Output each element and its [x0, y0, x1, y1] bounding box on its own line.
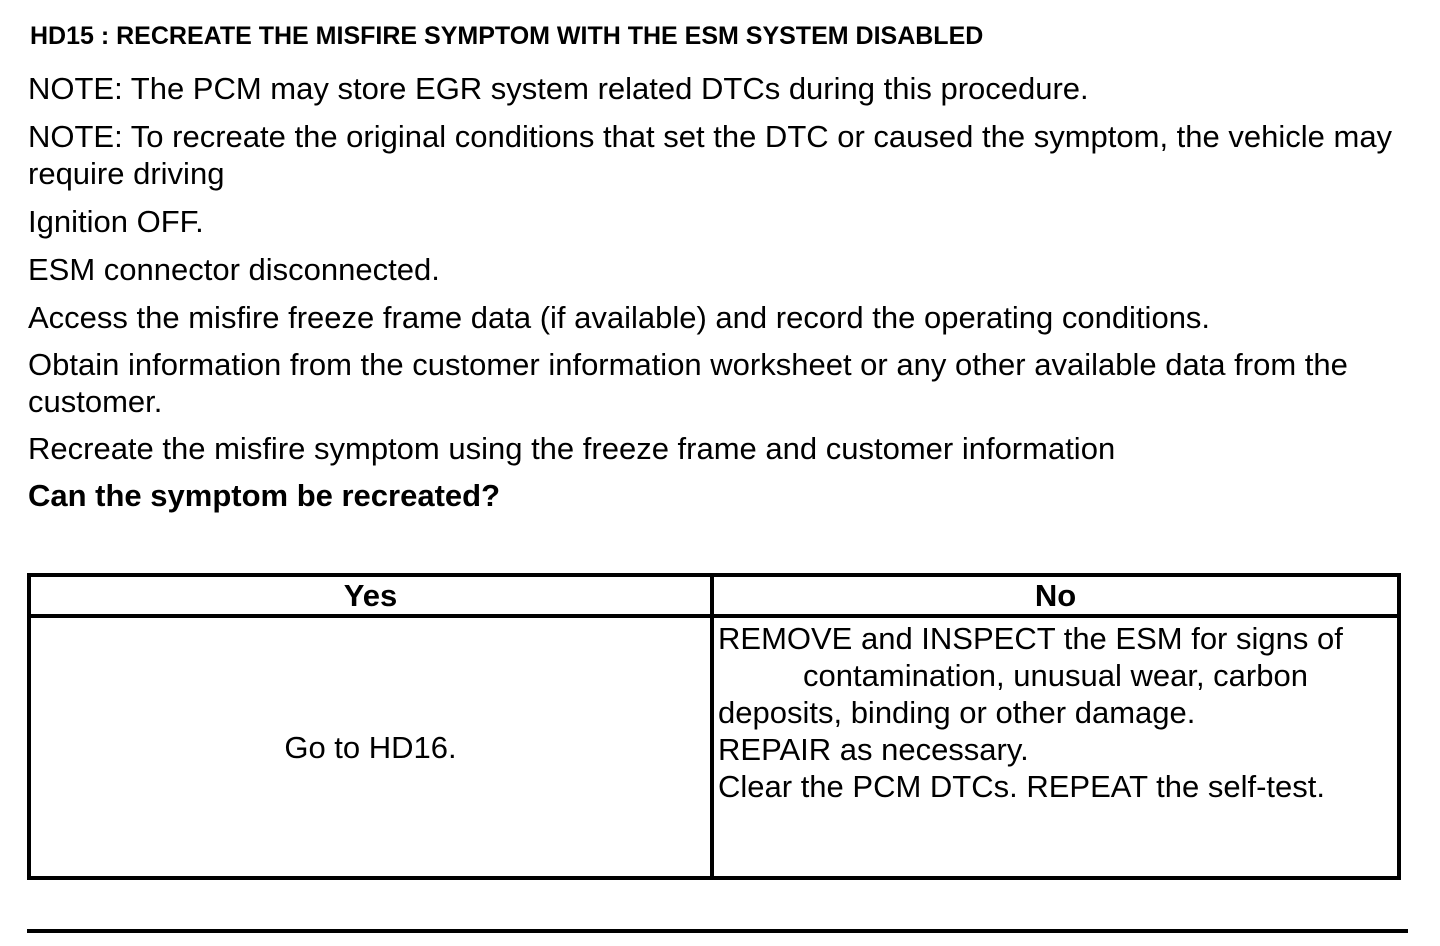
instruction-ignition-off: Ignition OFF. [28, 204, 204, 239]
no-column-header: No [712, 575, 1399, 616]
decision-action-row [29, 616, 1399, 878]
yes-column-header: Yes [29, 575, 712, 616]
no-action-line-repair: REPAIR as necessary. [718, 732, 1029, 767]
step-heading: HD15 : RECREATE THE MISFIRE SYMPTOM WITH THE ESM SYSTEM DISABLED [30, 22, 984, 50]
instruction-esm-disconnected: ESM connector disconnected. [28, 252, 440, 287]
decision-table [27, 573, 1401, 880]
note-egr-dtcs: NOTE: The PCM may store EGR system related DTCs during this procedure. [28, 71, 1089, 106]
no-action-line-deposits: deposits, binding or other damage. [718, 695, 1196, 730]
no-action-line-clear-dtcs: Clear the PCM DTCs. REPEAT the self-test. [718, 769, 1325, 804]
decision-question: Can the symptom be recreated? [28, 478, 501, 513]
no-action-line-remove-inspect: REMOVE and INSPECT the ESM for signs of [718, 621, 1343, 656]
no-action-line-contamination: contamination, unusual wear, carbon [803, 658, 1308, 693]
yes-action-cell: Go to HD16. [29, 616, 712, 878]
decision-header-row [29, 575, 1399, 616]
instruction-access-freeze-frame: Access the misfire freeze frame data (if available) and record the operating conditions. [28, 300, 1211, 335]
bottom-divider [27, 929, 1408, 933]
note-recreate-conditions: NOTE: To recreate the original conditions that set the DTC or caused the symptom, the vehicle may require driving [28, 119, 1393, 191]
no-action-cell [712, 616, 1399, 878]
instruction-recreate-symptom: Recreate the misfire symptom using the freeze frame and customer information [28, 431, 1116, 466]
instruction-obtain-customer-info: Obtain information from the customer information worksheet or any other available data from the customer. [28, 347, 1348, 419]
